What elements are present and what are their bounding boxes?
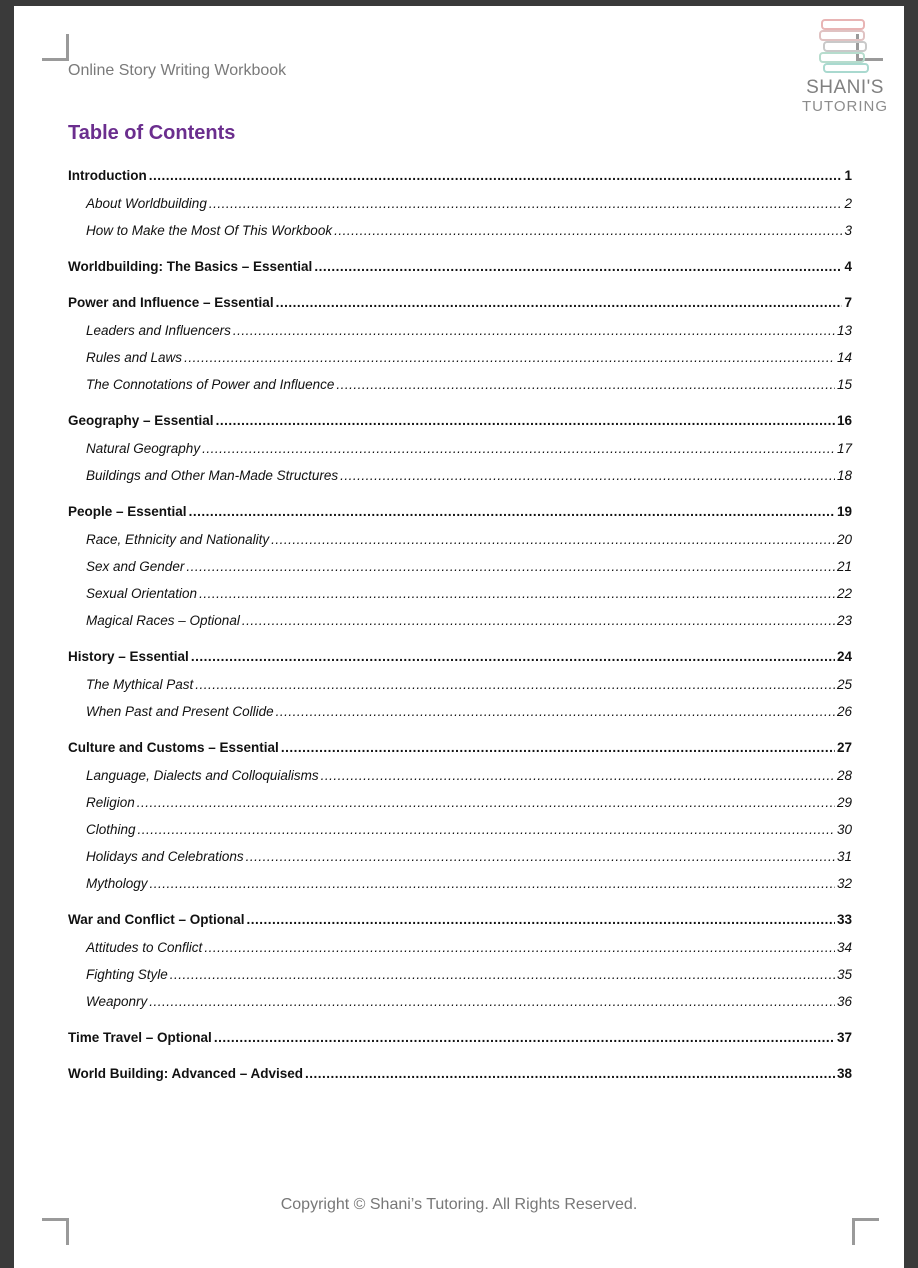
toc-entry[interactable] xyxy=(68,295,852,310)
toc-entry-page: 13 xyxy=(836,323,852,338)
toc-entry-page: 34 xyxy=(836,940,852,955)
toc-dot-leader xyxy=(281,740,835,755)
toc-entry-page: 37 xyxy=(836,1030,852,1045)
toc-dot-leader xyxy=(202,441,835,456)
toc-entry-page: 19 xyxy=(836,504,852,519)
toc-dot-leader xyxy=(233,323,835,338)
toc-entry-title: Attitudes to Conflict xyxy=(86,940,203,955)
toc-entry[interactable] xyxy=(68,967,852,982)
toc-entry[interactable] xyxy=(68,413,852,428)
toc-entry[interactable] xyxy=(68,677,852,692)
toc-entry-page: 38 xyxy=(836,1066,852,1081)
toc-dot-leader xyxy=(189,504,835,519)
toc-entry[interactable] xyxy=(68,768,852,783)
toc-entry[interactable] xyxy=(68,1066,852,1081)
toc-dot-leader xyxy=(276,295,843,310)
toc-entry[interactable] xyxy=(68,822,852,837)
toc-entry-title: Magical Races – Optional xyxy=(86,613,240,628)
crop-mark-top-left xyxy=(42,34,69,61)
toc-entry-title: Natural Geography xyxy=(86,441,201,456)
toc-dot-leader xyxy=(271,532,835,547)
toc-dot-leader xyxy=(246,849,835,864)
toc-entry-title: How to Make the Most Of This Workbook xyxy=(86,223,333,238)
toc-entry[interactable] xyxy=(68,912,852,927)
toc-dot-leader xyxy=(186,559,835,574)
toc-entry-page: 24 xyxy=(836,649,852,664)
toc-entry-title: Mythology xyxy=(86,876,148,891)
toc-entry-title: Leaders and Influencers xyxy=(86,323,231,338)
toc-entry[interactable] xyxy=(68,994,852,1009)
toc-entry-title: Holidays and Celebrations xyxy=(86,849,244,864)
toc-entry-page: 23 xyxy=(836,613,852,628)
toc-dot-leader xyxy=(138,822,835,837)
toc-entry[interactable] xyxy=(68,795,852,810)
toc-entry-page: 36 xyxy=(836,994,852,1009)
toc-entry-title: Sex and Gender xyxy=(86,559,185,574)
toc-entry[interactable] xyxy=(68,323,852,338)
toc-dot-leader xyxy=(340,468,835,483)
logo-name: SHANI'S xyxy=(806,77,884,98)
toc-entry[interactable] xyxy=(68,649,852,664)
toc-entry-page: 1 xyxy=(844,168,852,183)
toc-entry-title: Religion xyxy=(86,795,135,810)
toc-entry-title: World Building: Advanced – Advised xyxy=(68,1066,304,1081)
toc-entry[interactable] xyxy=(68,1030,852,1045)
toc-entry-title: When Past and Present Collide xyxy=(86,704,274,719)
toc-entry[interactable] xyxy=(68,168,852,183)
toc-dot-leader xyxy=(150,876,835,891)
toc-entry-title: History – Essential xyxy=(68,649,189,664)
toc-entry-page: 29 xyxy=(836,795,852,810)
shanis-tutoring-logo xyxy=(790,18,900,115)
toc-entry[interactable] xyxy=(68,849,852,864)
toc-entry-title: Worldbuilding: The Basics – Essential xyxy=(68,259,313,274)
toc-entry[interactable] xyxy=(68,259,852,274)
toc-entry[interactable] xyxy=(68,441,852,456)
toc-entry-page: 14 xyxy=(836,350,852,365)
toc-entry-page: 2 xyxy=(844,196,852,211)
toc-entry-page: 33 xyxy=(836,912,852,927)
toc-entry-title: The Connotations of Power and Influence xyxy=(86,377,335,392)
logo-subtitle: TUTORING xyxy=(801,98,889,115)
toc-dot-leader xyxy=(199,586,835,601)
toc-dot-leader xyxy=(247,912,835,927)
toc-dot-leader xyxy=(214,1030,835,1045)
toc-entry-page: 28 xyxy=(836,768,852,783)
toc-dot-leader xyxy=(336,377,835,392)
header-title: Online Story Writing Workbook xyxy=(68,62,287,79)
toc-entry-title: Introduction xyxy=(68,168,147,183)
toc-entry[interactable] xyxy=(68,350,852,365)
toc-dot-leader xyxy=(149,994,835,1009)
toc-entry[interactable] xyxy=(68,532,852,547)
toc-dot-leader xyxy=(191,649,835,664)
toc-entry-page: 20 xyxy=(836,532,852,547)
crop-mark-bottom-right xyxy=(852,1218,879,1245)
toc-entry[interactable] xyxy=(68,876,852,891)
toc-entry-page: 26 xyxy=(836,704,852,719)
toc-entry[interactable] xyxy=(68,586,852,601)
toc-entry[interactable] xyxy=(68,468,852,483)
toc-entry-title: Geography – Essential xyxy=(68,413,214,428)
toc-entry-page: 4 xyxy=(844,259,852,274)
toc-dot-leader xyxy=(149,168,843,183)
toc-dot-leader xyxy=(209,196,843,211)
toc-entry-page: 27 xyxy=(836,740,852,755)
toc-entry[interactable] xyxy=(68,504,852,519)
toc-dot-leader xyxy=(195,677,835,692)
toc-entry-title: Sexual Orientation xyxy=(86,586,198,601)
toc-entry[interactable] xyxy=(68,740,852,755)
toc-entry-title: Buildings and Other Man-Made Structures xyxy=(86,468,339,483)
toc-dot-leader xyxy=(276,704,835,719)
toc-entry-title: The Mythical Past xyxy=(86,677,194,692)
toc-entry-title: Time Travel – Optional xyxy=(68,1030,212,1045)
toc-entry[interactable] xyxy=(68,196,852,211)
toc-entry-title: Rules and Laws xyxy=(86,350,183,365)
toc-entry-page: 7 xyxy=(844,295,852,310)
toc-dot-leader xyxy=(204,940,835,955)
toc-entry-page: 17 xyxy=(836,441,852,456)
toc-dot-leader xyxy=(314,259,842,274)
toc-entry-page: 18 xyxy=(836,468,852,483)
toc-entry-page: 32 xyxy=(836,876,852,891)
toc-entry-page: 15 xyxy=(836,377,852,392)
books-stack-icon xyxy=(818,18,872,74)
toc-heading: Table of Contents xyxy=(68,122,236,144)
toc-entry-title: Power and Influence – Essential xyxy=(68,295,274,310)
toc-entry-title: War and Conflict – Optional xyxy=(68,912,245,927)
toc-entry-page: 22 xyxy=(836,586,852,601)
toc-entry[interactable] xyxy=(68,223,852,238)
toc-entry-page: 31 xyxy=(836,849,852,864)
toc-entry-page: 30 xyxy=(836,822,852,837)
toc-entry-title: People – Essential xyxy=(68,504,187,519)
toc-dot-leader xyxy=(184,350,835,365)
toc-entry-title: About Worldbuilding xyxy=(86,196,207,211)
toc-dot-leader xyxy=(305,1066,835,1081)
toc-entry-page: 35 xyxy=(836,967,852,982)
toc-entry[interactable] xyxy=(68,377,852,392)
toc-entry[interactable] xyxy=(68,613,852,628)
crop-mark-bottom-left xyxy=(42,1218,69,1245)
toc-dot-leader xyxy=(242,613,835,628)
toc-dot-leader xyxy=(170,967,835,982)
document-page xyxy=(14,6,904,1268)
toc-entry-title: Weaponry xyxy=(86,994,148,1009)
toc-dot-leader xyxy=(137,795,835,810)
toc-entry-title: Culture and Customs – Essential xyxy=(68,740,279,755)
toc-dot-leader xyxy=(321,768,835,783)
toc-entry-title: Language, Dialects and Colloquialisms xyxy=(86,768,319,783)
toc-entry[interactable] xyxy=(68,940,852,955)
toc-entry-page: 16 xyxy=(836,413,852,428)
toc-dot-leader xyxy=(216,413,835,428)
toc-entry-page: 21 xyxy=(836,559,852,574)
toc-dot-leader xyxy=(334,223,842,238)
footer-copyright: Copyright © Shani’s Tutoring. All Rights Reserved. xyxy=(280,1196,638,1213)
toc-entry-title: Fighting Style xyxy=(86,967,168,982)
toc-entry-page: 25 xyxy=(836,677,852,692)
toc-entry[interactable] xyxy=(68,704,852,719)
toc-entry[interactable] xyxy=(68,559,852,574)
toc-entry-title: Race, Ethnicity and Nationality xyxy=(86,532,270,547)
toc-entry-title: Clothing xyxy=(86,822,136,837)
toc-entry-page: 3 xyxy=(844,223,852,238)
